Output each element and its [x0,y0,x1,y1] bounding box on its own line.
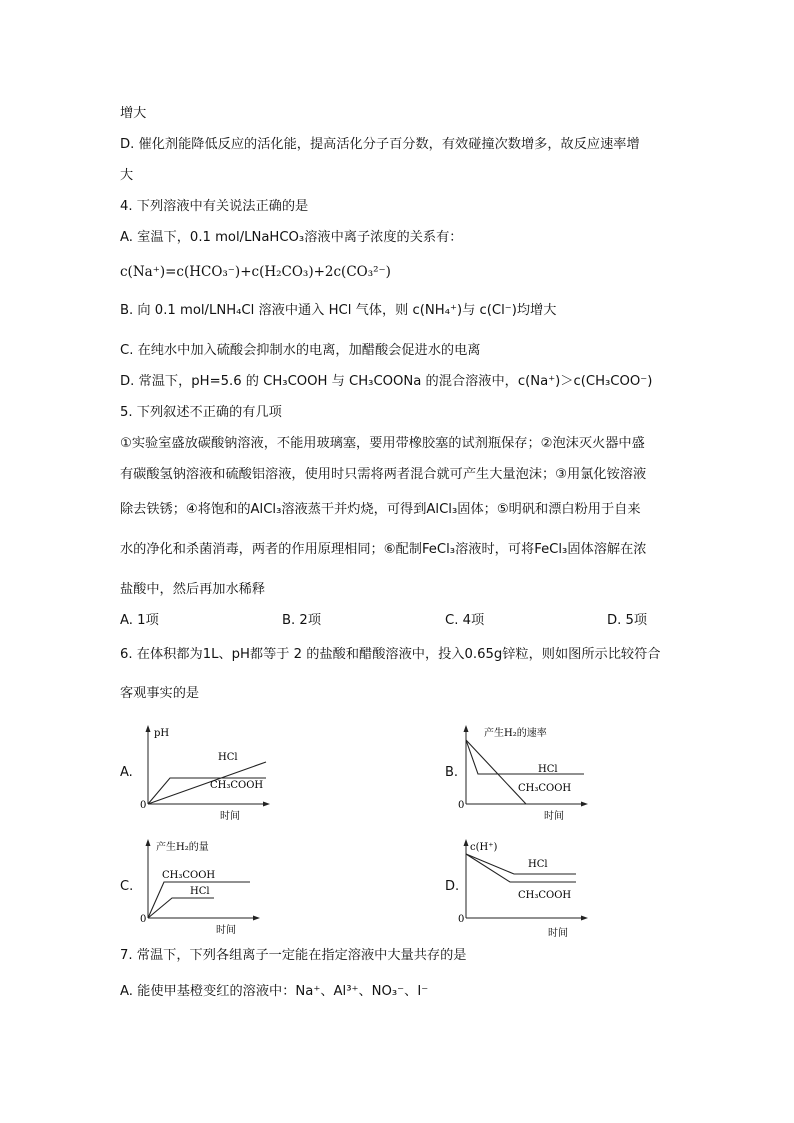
series-label-ch3cooh: CH₃COOH [518,890,572,901]
origin-label: 0 [458,800,465,811]
y-axis-label: 产生H₂的速率 [484,728,547,739]
text-line: 大 [120,168,134,183]
series-label-ch3cooh: CH₃COOH [210,780,264,791]
q5-paragraph-line: 盐酸中，然后再加水稀释 [120,582,266,597]
figure-a-label: A. [120,765,133,780]
q5-paragraph-line: ①实验室盛放碳酸钠溶液，不能用玻璃塞，要用带橡胶塞的试剂瓶保存；②泡沫灭火器中盛 [120,436,645,451]
question-5-stem: 5. 下列叙述不正确的有几项 [120,405,282,420]
q5-option-d: D. 5项 [607,613,648,628]
q5-option-a: A. 1项 [120,613,159,628]
question-6-stem: 6. 在体积都为1L、pH都等于 2 的盐酸和醋酸溶液中，投入0.65g锌粒，则如图所示比较符合 [120,647,661,662]
question-4-stem: 4. 下列溶液中有关说法正确的是 [120,199,309,214]
x-axis-arrow [253,916,260,921]
x-axis-arrow [581,916,588,921]
text-line: D. 催化剂能降低反应的活化能，提高活化分子百分数，有效碰撞次数增多，故反应速率增 [120,137,640,152]
hcl-line [466,740,584,774]
q4-option-c: C. 在纯水中加入硫酸会抑制水的电离，加醋酸会促进水的电离 [120,343,481,358]
x-axis-label: 时间 [220,811,240,822]
series-label-hcl: HCl [538,764,558,775]
hcl-line [466,854,576,882]
series-label-hcl: HCl [218,752,238,763]
series-label-ch3cooh: CH₃COOH [518,783,572,794]
x-axis-label: 时间 [216,925,236,936]
y-axis-label: c(H⁺) [470,842,498,853]
q5-option-c: C. 4项 [445,613,485,628]
origin-label: 0 [140,800,147,811]
series-label-hcl: HCl [190,886,210,897]
y-axis-label: 产生H₂的量 [156,842,209,853]
figure-c [138,836,278,940]
x-axis-arrow [581,802,588,807]
question-7-stem: 7. 常温下，下列各组离子一定能在指定溶液中大量共存的是 [120,948,467,963]
q5-paragraph-line: 有碳酸氢钠溶液和硫酸铝溶液，使用时只需将两者混合就可产生大量泡沫；③用氯化铵溶液 [120,467,647,482]
y-axis-arrow [464,725,469,732]
y-axis-label: pH [154,728,170,739]
figure-d-label: D. [445,879,460,894]
q7-option-a: A. 能使甲基橙变红的溶液中：Na⁺、Al³⁺、NO₃⁻、I⁻ [120,984,429,999]
series-label-hcl: HCl [528,859,548,870]
q4-option-b: B. 向 0.1 mol/LNH₄Cl 溶液中通入 HCl 气体，则 c(NH₄⁺)与 c(Cl⁻)均增大 [120,303,557,318]
y-axis-arrow [146,839,151,846]
q4-option-a: A. 室温下，0.1 mol/LNaHCO₃溶液中离子浓度的关系有： [120,230,463,245]
x-axis-label: 时间 [548,928,568,939]
x-axis-arrow [263,802,270,807]
figure-c-label: C. [120,879,134,894]
x-axis-label: 时间 [544,811,564,822]
y-axis-arrow [464,839,469,846]
figure-b [456,722,596,826]
text-line: 增大 [120,106,147,121]
figure-a [138,722,278,826]
figure-d [456,836,596,944]
q5-paragraph-line: 除去铁锈；④将饱和的AlCl₃溶液蒸干并灼烧，可得到AlCl₃固体；⑤明矾和漂白粉用于自来 [120,502,641,517]
hcl-line [148,898,214,918]
origin-label: 0 [458,914,465,925]
q5-option-b: B. 2项 [282,613,322,628]
series-label-ch3cooh: CH₃COOH [162,870,216,881]
q4-option-a-equation: c(Na⁺)=c(HCO₃⁻)+c(H₂CO₃)+2c(CO₃²⁻) [120,264,391,280]
ch3cooh-line [466,740,526,804]
origin-label: 0 [140,914,147,925]
y-axis-arrow [146,725,151,732]
question-6-stem-cont: 客观事实的是 [120,686,200,701]
q5-paragraph-line: 水的净化和杀菌消毒，两者的作用原理相同；⑥配制FeCl₃溶液时，可将FeCl₃固体溶解在浓 [120,542,647,557]
q4-option-d: D. 常温下，pH=5.6 的 CH₃COOH 与 CH₃COONa 的混合溶液中，c(Na⁺)＞c(CH₃COO⁻) [120,374,653,389]
figure-b-label: B. [445,765,459,780]
